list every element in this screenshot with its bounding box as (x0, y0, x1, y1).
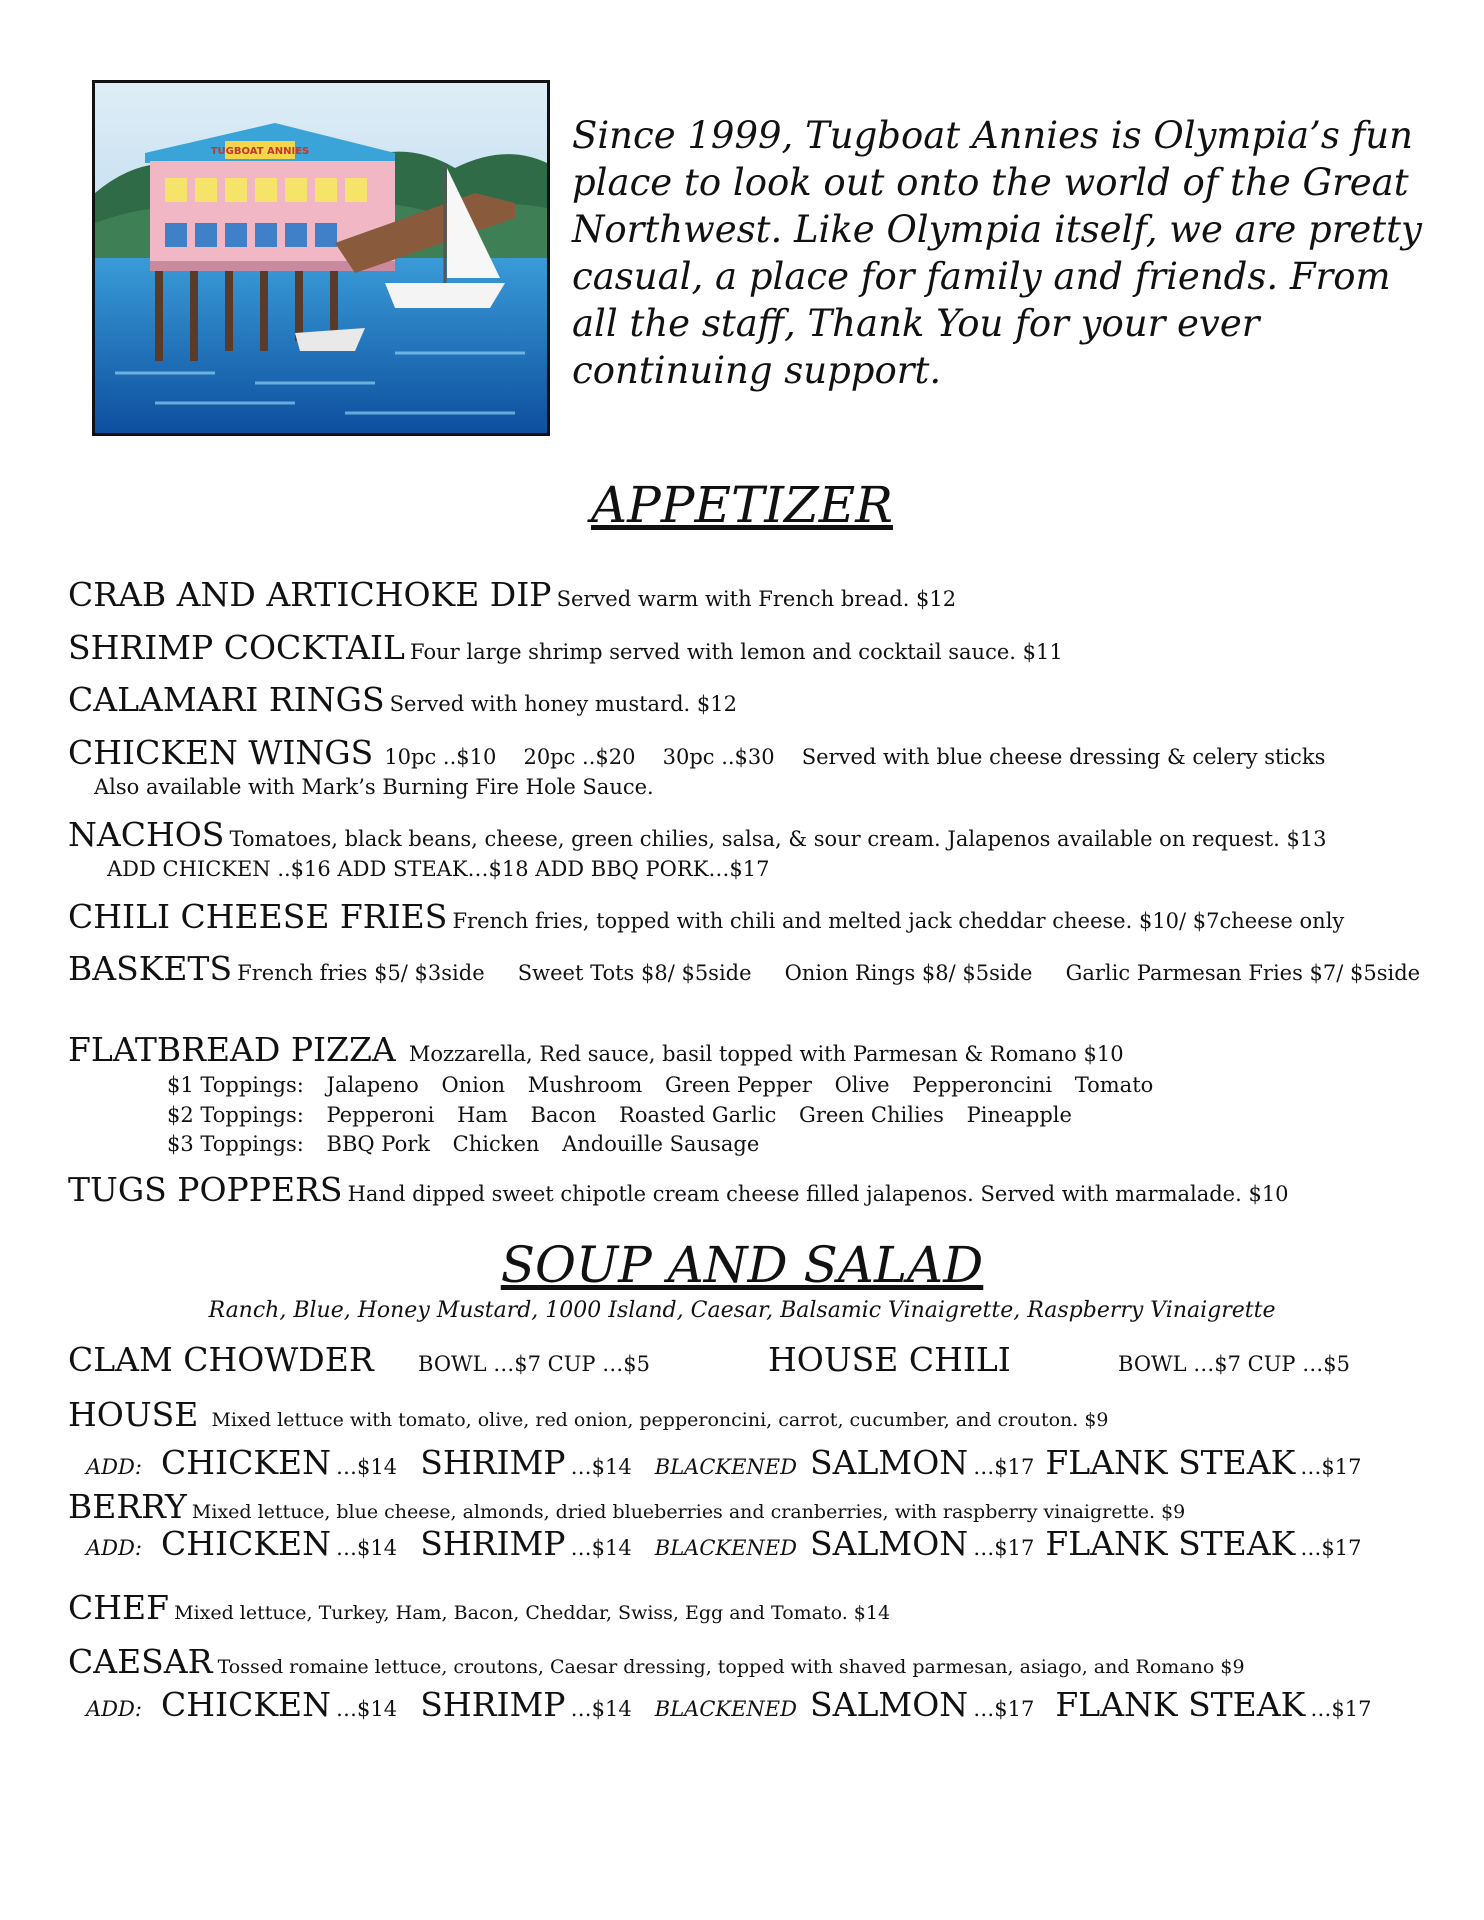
toppings-label: $2 Toppings: (167, 1103, 304, 1127)
toppings-label: $3 Toppings: (167, 1132, 304, 1156)
topping: Green Chilies (799, 1103, 944, 1127)
add-steak-price: …$17 (1300, 1536, 1362, 1560)
topping: Bacon (530, 1103, 597, 1127)
add-steak-price: …$17 (1300, 1455, 1362, 1479)
basket-option: French fries $5/ $3side (237, 961, 485, 985)
wings-option: 10pc ..$10 (384, 745, 497, 769)
topping: Andouille Sausage (562, 1132, 760, 1156)
item-chef-salad (68, 1588, 1458, 1627)
item-desc: Mozzarella, Red sauce, basil topped with Parmesan & Romano $10 (408, 1042, 1124, 1066)
item-desc: Served with blue cheese dressing & celery sticks (801, 745, 1326, 769)
item-nachos (68, 815, 1458, 854)
chowder-price: BOWL …$7 CUP …$5 (418, 1352, 650, 1376)
basket-option: Garlic Parmesan Fries $7/ $5side (1065, 961, 1421, 985)
add-salmon: SALMON (810, 1685, 969, 1724)
add-shrimp-price: …$14 (570, 1536, 632, 1560)
add-salmon-price: …$17 (973, 1455, 1035, 1479)
wings-option: 20pc ..$20 (523, 745, 636, 769)
house-add-row (86, 1443, 1379, 1482)
topping: Jalapeno (326, 1073, 419, 1097)
add-shrimp: SHRIMP (420, 1524, 566, 1563)
add-salmon: SALMON (810, 1524, 969, 1563)
add-steak: FLANK STEAK (1045, 1524, 1296, 1563)
item-calamari-rings (68, 680, 1458, 719)
item-chili-cheese-fries (68, 897, 1458, 936)
add-blackened: BLACKENED (654, 1455, 797, 1479)
soup-salad-heading: SOUP AND SALAD (500, 1236, 984, 1294)
add-chicken: CHICKEN (161, 1685, 331, 1724)
wings-note: Also available with Mark’s Burning Fire Hole Sauce. (94, 775, 654, 799)
item-desc: Mixed lettuce, blue cheese, almonds, dried blueberries and cranberries, with raspberry vinaigrette. $9 (191, 1501, 1186, 1523)
add-chicken-price: …$14 (336, 1697, 398, 1721)
toppings-row-3 (167, 1132, 775, 1156)
add-label: ADD: (86, 1536, 142, 1560)
nachos-addons: ADD CHICKEN ..$16 ADD STEAK…$18 ADD BBQ PORK…$17 (107, 857, 770, 881)
item-desc: Four large shrimp served with lemon and cocktail sauce. $11 (410, 640, 1063, 664)
topping: Green Pepper (665, 1073, 812, 1097)
add-chicken-price: …$14 (336, 1536, 398, 1560)
item-tugs-poppers (68, 1170, 1458, 1209)
topping: Pineapple (966, 1103, 1072, 1127)
basket-option: Onion Rings $8/ $5side (784, 961, 1033, 985)
add-chicken: CHICKEN (161, 1443, 331, 1482)
item-name: CHILI CHEESE FRIES (68, 897, 448, 936)
item-desc: French fries, topped with chili and melted jack cheddar cheese. $10/ $7cheese only (452, 909, 1345, 933)
add-shrimp-price: …$14 (570, 1697, 632, 1721)
restaurant-painting-art (95, 83, 547, 433)
topping: Mushroom (527, 1073, 643, 1097)
wings-option: 30pc ..$30 (662, 745, 775, 769)
item-desc: Tomatoes, black beans, cheese, green chilies, salsa, & sour cream. Jalapenos available on request. $13 (229, 827, 1327, 851)
item-name: CLAM CHOWDER (68, 1340, 374, 1379)
item-desc: Tossed romaine lettuce, croutons, Caesar dressing, topped with shaved parmesan, asiago, and Romano $9 (217, 1656, 1245, 1678)
topping: Pepperoncini (912, 1073, 1053, 1097)
add-shrimp-price: …$14 (570, 1455, 632, 1479)
intro-paragraph: Since 1999, Tugboat Annies is Olympia’s fun place to look out onto the world of the Great Northwest. Like Olympia itself, we are pretty casual, a place for family and friends. From all the staff, Thank You for your ever continuing support. (572, 114, 1422, 392)
item-name: NACHOS (68, 815, 225, 854)
item-name: CHICKEN WINGS (68, 733, 374, 772)
topping: Chicken (452, 1132, 540, 1156)
item-desc: Hand dipped sweet chipotle cream cheese filled jalapenos. Served with marmalade. $10 (347, 1182, 1289, 1206)
caesar-add-row (86, 1685, 1389, 1724)
item-name: TUGS POPPERS (68, 1170, 343, 1209)
add-chicken-price: …$14 (336, 1455, 398, 1479)
add-steak: FLANK STEAK (1045, 1443, 1296, 1482)
add-salmon-price: …$17 (973, 1536, 1035, 1560)
item-desc: Mixed lettuce with tomato, olive, red onion, pepperoncini, carrot, cucumber, and crouton. $9 (211, 1409, 1109, 1431)
add-label: ADD: (86, 1697, 142, 1721)
berry-add-row (86, 1524, 1379, 1563)
item-desc: Served warm with French bread. $12 (556, 587, 957, 611)
topping: Tomato (1074, 1073, 1154, 1097)
item-name: SHRIMP COCKTAIL (68, 628, 405, 667)
item-desc: Mixed lettuce, Turkey, Ham, Bacon, Cheddar, Swiss, Egg and Tomato. $14 (174, 1602, 891, 1624)
item-house-salad (68, 1395, 1458, 1434)
item-baskets (68, 949, 1458, 988)
item-name: BERRY (68, 1487, 187, 1526)
item-caesar-salad (68, 1642, 1458, 1681)
basket-option: Sweet Tots $8/ $5side (517, 961, 752, 985)
item-berry-salad (68, 1487, 1458, 1526)
item-name: CALAMARI RINGS (68, 680, 385, 719)
house-chili-name: HOUSE CHILI (768, 1340, 1011, 1379)
add-blackened: BLACKENED (654, 1536, 797, 1560)
add-blackened: BLACKENED (654, 1697, 797, 1721)
toppings-label: $1 Toppings: (167, 1073, 304, 1097)
item-name: CHEF (68, 1588, 170, 1627)
topping: Onion (441, 1073, 506, 1097)
add-steak-price: …$17 (1310, 1697, 1372, 1721)
add-shrimp: SHRIMP (420, 1685, 566, 1724)
topping: Roasted Garlic (619, 1103, 777, 1127)
restaurant-sign: TUGBOAT ANNIES (210, 146, 310, 157)
add-chicken: CHICKEN (161, 1524, 331, 1563)
toppings-row-1 (167, 1073, 1169, 1097)
topping: BBQ Pork (326, 1132, 430, 1156)
item-name: BASKETS (68, 949, 233, 988)
add-salmon-price: …$17 (973, 1697, 1035, 1721)
restaurant-painting (92, 80, 550, 436)
add-shrimp: SHRIMP (420, 1443, 566, 1482)
add-steak: FLANK STEAK (1055, 1685, 1306, 1724)
item-shrimp-cocktail (68, 628, 1458, 667)
item-name: CRAB AND ARTICHOKE DIP (68, 575, 552, 614)
add-label: ADD: (86, 1455, 142, 1479)
item-name: FLATBREAD PIZZA (68, 1030, 396, 1069)
item-desc: Served with honey mustard. $12 (389, 692, 737, 716)
add-salmon: SALMON (810, 1443, 969, 1482)
item-name: CAESAR (68, 1642, 213, 1681)
topping: Ham (457, 1103, 508, 1127)
item-name: HOUSE (68, 1395, 199, 1434)
item-crab-artichoke-dip (68, 575, 1458, 614)
item-flatbread-pizza (68, 1030, 1458, 1069)
toppings-row-2 (167, 1103, 1088, 1127)
dressing-list: Ranch, Blue, Honey Mustard, 1000 Island, Caesar, Balsamic Vinaigrette, Raspberry Vinaigrette (208, 1298, 1276, 1323)
item-chicken-wings (68, 733, 1458, 772)
topping: Pepperoni (326, 1103, 435, 1127)
chili-price: BOWL …$7 CUP …$5 (1118, 1352, 1350, 1376)
topping: Olive (834, 1073, 890, 1097)
appetizer-heading: APPETIZER (591, 476, 893, 534)
